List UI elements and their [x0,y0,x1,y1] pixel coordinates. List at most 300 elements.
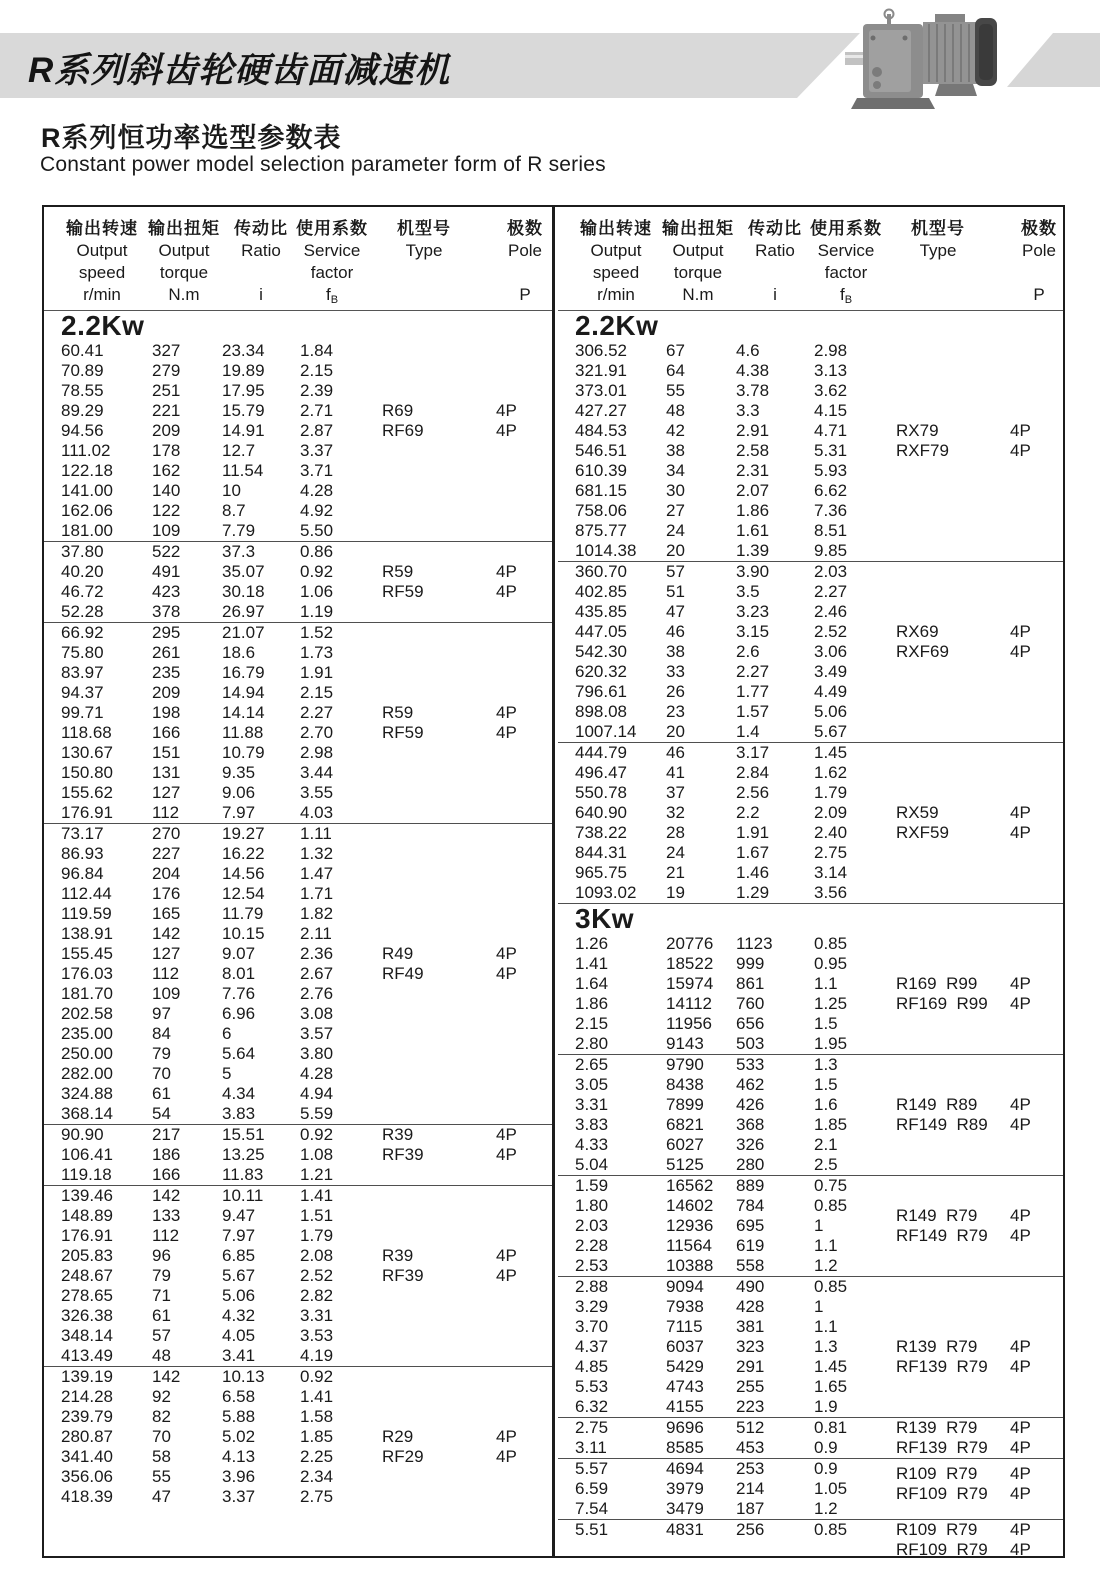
table-header [558,207,1063,311]
cell-ratio: 3.3 [736,401,760,420]
cell-service-factor: 1.41 [300,1186,334,1205]
cell-ratio: 9.35 [222,763,256,782]
page-title: R系列恒功率选型参数表 [41,123,342,153]
cell-output-torque: 295 [152,623,181,642]
cell-output-torque: 112 [152,964,180,983]
cell-service-factor: 2.75 [814,843,848,862]
data-row [558,1176,1063,1196]
cell-output-torque: 7899 [666,1095,704,1114]
cell-output-speed: 202.58 [61,1004,113,1023]
parameter-group [558,903,1063,1054]
type-name: RF29 [382,1447,424,1466]
cell-output-torque: 70 [152,1064,171,1083]
column-header-en: speed [78,263,126,282]
data-row [44,1104,552,1124]
cell-service-factor: 1.21 [300,1165,334,1184]
cell-output-speed: 150.80 [61,763,113,782]
cell-output-torque: 70 [152,1427,171,1446]
cell-service-factor: 2.15 [300,683,334,702]
cell-service-factor: 2.98 [814,341,848,360]
cell-output-torque: 166 [152,1165,181,1184]
cell-service-factor: 4.15 [814,401,848,420]
type-name: RF39 [382,1145,424,1164]
type-name: R49 [382,944,414,963]
cell-output-speed: 119.59 [61,904,112,923]
cell-output-speed: 324.88 [61,1084,113,1103]
cell-output-speed: 139.19 [61,1367,113,1386]
column-header-en: speed [592,263,640,282]
cell-output-torque: 18522 [666,954,714,973]
cell-ratio: 14.91 [222,421,265,440]
type-name: RF149 R79 [896,1226,988,1245]
cell-service-factor: 5.93 [814,461,848,480]
cell-output-speed: 148.89 [61,1206,113,1225]
cell-service-factor: 0.9 [814,1459,838,1478]
cell-service-factor: 3.06 [814,642,848,661]
data-row [558,883,1063,903]
cell-ratio: 255 [736,1377,765,1396]
type-pole-block [892,421,1059,461]
cell-output-speed: 96.84 [61,864,104,883]
data-row [44,341,552,361]
cell-output-speed: 280.87 [61,1427,113,1446]
cell-service-factor: 7.36 [814,501,848,520]
cell-ratio: 9.47 [222,1206,256,1225]
type-pole-line [378,1427,548,1447]
cell-output-speed: 418.39 [61,1487,113,1506]
pole-value: 4P [1010,1357,1031,1376]
column-header-en: Output [76,241,128,260]
data-row [44,743,552,763]
cell-service-factor: 4.19 [300,1346,334,1365]
cell-output-torque: 23 [666,702,685,721]
pole-value: 4P [496,582,517,601]
type-pole-block [892,622,1059,662]
data-row [558,934,1063,954]
cell-service-factor: 1.85 [814,1115,848,1134]
cell-output-torque: 127 [152,944,181,963]
cell-service-factor: 1.25 [814,994,848,1013]
cell-service-factor: 2.46 [814,602,848,621]
cell-output-torque: 9094 [666,1277,704,1296]
cell-output-torque: 20776 [666,934,714,953]
cell-ratio: 2.2 [736,803,760,822]
cell-service-factor: 0.75 [814,1176,848,1195]
cell-output-speed: 640.90 [575,803,627,822]
cell-output-speed: 130.67 [61,743,113,762]
cell-service-factor: 0.85 [814,1277,848,1296]
cell-ratio: 4.13 [222,1447,256,1466]
cell-output-speed: 965.75 [575,863,627,882]
column-header-en: torque [673,263,723,282]
cell-output-speed: 620.32 [575,662,627,681]
cell-output-speed: 341.40 [61,1447,113,1466]
cell-ratio: 428 [736,1297,765,1316]
cell-service-factor: 2.52 [814,622,848,641]
cell-ratio: 4.6 [736,341,760,360]
cell-output-torque: 26 [666,682,685,701]
type-name: RF169 R99 [896,994,988,1013]
cell-ratio: 326 [736,1135,765,1154]
cell-output-torque: 327 [152,341,181,360]
parameter-group [44,622,552,823]
cell-ratio: 1.57 [736,702,770,721]
cell-output-speed: 119.18 [61,1165,112,1184]
cell-output-torque: 61 [152,1084,171,1103]
pole-value: 4P [496,1266,517,1285]
cell-ratio: 3.78 [736,381,770,400]
cell-output-torque: 82 [152,1407,171,1426]
data-row [558,682,1063,702]
cell-output-torque: 14112 [666,994,713,1013]
data-row [558,1055,1063,1075]
cell-output-torque: 140 [152,481,181,500]
cell-output-torque: 162 [152,461,181,480]
column-header-cn: 输出转速 [580,219,652,238]
type-name: RF139 R79 [896,1357,988,1376]
column-header-unit: P [1033,285,1045,304]
parameter-group [44,1185,552,1366]
cell-output-speed: 176.91 [61,1226,113,1245]
cell-ratio: 14.94 [222,683,265,702]
cell-output-torque: 46 [666,743,685,762]
power-section-label: 2.2Kw [575,310,659,341]
cell-output-torque: 279 [152,361,181,380]
cell-ratio: 14.56 [222,864,265,883]
cell-output-torque: 54 [152,1104,171,1123]
type-pole-line [378,1266,548,1286]
cell-ratio: 4.38 [736,361,770,380]
cell-output-speed: 546.51 [575,441,627,460]
cell-output-torque: 67 [666,341,685,360]
cell-service-factor: 0.85 [814,1520,848,1539]
cell-output-speed: 2.15 [575,1014,609,1033]
data-row [44,623,552,643]
cell-output-speed: 4.85 [575,1357,609,1376]
pole-value: 4P [496,1145,517,1164]
column-header-en [490,262,555,284]
cell-output-torque: 198 [152,703,181,722]
pole-value: 4P [496,1447,517,1466]
type-name: R109 R79 [896,1464,978,1483]
type-pole-block [378,562,548,602]
data-row [44,1064,552,1084]
cell-service-factor: 1.41 [300,1387,334,1406]
cell-ratio: 13.25 [222,1145,265,1164]
cell-output-speed: 435.85 [575,602,627,621]
column-header-unit: r/min [83,285,121,304]
type-name: RF149 R89 [896,1115,988,1134]
cell-service-factor: 3.56 [814,883,848,902]
cell-output-speed: 83.97 [61,663,104,682]
cell-ratio: 5.64 [222,1044,256,1063]
cell-ratio: 2.91 [736,421,770,440]
cell-output-speed: 1014.38 [575,541,637,560]
pole-value: 4P [1010,1115,1031,1134]
cell-output-torque: 209 [152,683,181,702]
cell-output-speed: 3.29 [575,1297,609,1316]
pole-value: 4P [1010,1418,1031,1437]
cell-output-speed: 4.33 [575,1135,609,1154]
data-row [558,541,1063,561]
cell-ratio: 12.7 [222,441,256,460]
data-row [558,461,1063,481]
pole-value: 4P [1010,1520,1031,1539]
data-row [44,1165,552,1185]
column-header-cn: 极数 [1021,219,1057,238]
data-row [558,863,1063,883]
power-section-label: 3Kw [575,903,635,934]
cell-output-speed: 1.26 [575,934,609,953]
data-row [44,1326,552,1346]
pole-value: 4P [496,1125,517,1144]
data-row [558,763,1063,783]
cell-ratio: 2.6 [736,642,760,661]
cell-output-torque: 42 [666,421,685,440]
cell-ratio: 16.79 [222,663,265,682]
cell-ratio: 37.3 [222,542,256,561]
cell-ratio: 1123 [736,934,773,953]
data-row [558,582,1063,602]
cell-output-torque: 221 [152,401,181,420]
type-pole-block [378,1246,548,1286]
cell-output-speed: 70.89 [61,361,104,380]
cell-ratio: 1.61 [736,521,770,540]
data-row [44,1084,552,1104]
cell-output-speed: 484.53 [575,421,627,440]
cell-ratio: 533 [736,1055,765,1074]
data-row [558,341,1063,361]
cell-output-speed: 239.79 [61,1407,113,1426]
data-row [44,663,552,683]
type-pole-block [892,1520,1059,1556]
data-row [44,1286,552,1306]
cell-output-torque: 38 [666,441,685,460]
type-name: RX69 [896,622,939,641]
cell-ratio: 15.79 [222,401,265,420]
type-pole-line [892,1206,1059,1226]
cell-output-speed: 1.80 [575,1196,609,1215]
cell-output-speed: 326.38 [61,1306,113,1325]
cell-output-torque: 251 [152,381,181,400]
cell-output-torque: 3479 [666,1499,704,1518]
column-header-en: Service [303,241,361,260]
pole-value: 4P [1010,823,1031,842]
column-header-en [228,262,294,284]
cell-output-torque: 204 [152,864,181,883]
pole-value: 4P [496,703,517,722]
column-header-en: Ratio [755,241,795,260]
cell-output-speed: 111.02 [61,441,111,460]
cell-output-speed: 402.85 [575,582,627,601]
data-row [44,441,552,461]
cell-ratio: 619 [736,1236,765,1255]
data-row [558,702,1063,722]
cell-service-factor: 4.94 [300,1084,334,1103]
cell-ratio: 999 [736,954,765,973]
column-header-cn: 机型号 [911,219,965,238]
cell-output-speed: 738.22 [575,823,627,842]
cell-ratio: 656 [736,1014,765,1033]
cell-service-factor: 4.03 [300,803,334,822]
cell-output-torque: 112 [152,1226,180,1245]
cell-ratio: 5 [222,1064,232,1083]
cell-output-speed: 348.14 [61,1326,113,1345]
cell-output-speed: 176.03 [61,964,113,983]
type-name: RF109 R79 [896,1484,988,1503]
cell-ratio: 11.83 [222,1165,264,1184]
cell-service-factor: 1.84 [300,341,334,360]
cell-service-factor: 1.06 [300,582,334,601]
cell-service-factor: 2.27 [300,703,334,722]
data-row [558,562,1063,582]
cell-output-torque: 6821 [666,1115,704,1134]
data-row [44,803,552,823]
data-row [44,864,552,884]
cell-output-speed: 4.37 [575,1337,609,1356]
cell-ratio: 381 [736,1317,765,1336]
cell-service-factor: 2.11 [300,924,332,943]
cell-service-factor: 1.32 [300,844,334,863]
cell-output-torque: 46 [666,622,685,641]
cell-output-torque: 28 [666,823,685,842]
cell-output-torque: 9143 [666,1034,704,1053]
cell-output-torque: 261 [152,643,181,662]
cell-service-factor: 1.47 [300,864,334,883]
cell-service-factor: 1.2 [814,1256,838,1275]
cell-output-speed: 356.06 [61,1467,113,1486]
column-header-output-speed [566,218,666,306]
cell-service-factor: 1.1 [814,1236,838,1255]
data-row [44,361,552,381]
cell-ratio: 9.06 [222,783,256,802]
type-name: R69 [382,401,414,420]
cell-service-factor: 3.55 [300,783,334,802]
cell-service-factor: 1.95 [814,1034,848,1053]
cell-output-speed: 282.00 [61,1064,113,1083]
column-header-cn: 输出扭矩 [148,219,220,238]
parameter-group [44,1124,552,1185]
cell-output-speed: 2.03 [575,1216,609,1235]
cell-ratio: 7.79 [222,521,256,540]
type-pole-line [892,974,1059,994]
cell-service-factor: 1.1 [814,974,838,993]
cell-output-torque: 48 [152,1346,171,1365]
cell-output-torque: 15974 [666,974,714,993]
cell-output-torque: 142 [152,924,181,943]
cell-service-factor: 1.45 [814,743,848,762]
cell-service-factor: 3.57 [300,1024,334,1043]
cell-output-speed: 2.28 [575,1236,609,1255]
parameter-group [558,1054,1063,1175]
data-row [44,1407,552,1427]
cell-service-factor: 1.45 [814,1357,848,1376]
column-header-en: Output [590,241,642,260]
cell-service-factor: 1.71 [300,884,334,903]
pole-value: 4P [1010,803,1031,822]
type-name: RX59 [896,803,939,822]
cell-service-factor: 3.53 [300,1326,334,1345]
cell-ratio: 17.95 [222,381,265,400]
type-name: R39 [382,1125,414,1144]
cell-ratio: 2.58 [736,441,770,460]
page-subtitle: Constant power model selection parameter form of R series [40,153,606,176]
data-row [44,1387,552,1407]
cell-ratio: 11.88 [222,723,264,742]
column-header-unit: i [259,285,263,304]
cell-service-factor: 1.79 [814,783,848,802]
data-row [558,521,1063,541]
cell-output-speed: 844.31 [575,843,627,862]
cell-service-factor: 2.36 [300,944,334,963]
cell-output-speed: 60.41 [61,341,104,360]
cell-output-torque: 11956 [666,1014,713,1033]
cell-output-speed: 2.65 [575,1055,609,1074]
cell-output-speed: 321.91 [575,361,627,380]
parameter-group [44,311,552,541]
type-name: R109 R79 [896,1520,978,1539]
table-left-half [44,207,555,1556]
cell-output-torque: 57 [666,562,685,581]
cell-output-torque: 5429 [666,1357,704,1376]
pole-value: 4P [1010,1095,1031,1114]
type-pole-block [892,1418,1059,1458]
cell-output-torque: 186 [152,1145,181,1164]
cell-ratio: 1.46 [736,863,770,882]
type-pole-line [892,421,1059,441]
column-header-en: Type [919,241,957,260]
cell-output-torque: 4694 [666,1459,704,1478]
cell-service-factor: 1.52 [300,623,334,642]
cell-output-torque: 51 [666,582,685,601]
cell-service-factor: 2.27 [814,582,848,601]
column-header-cn: 使用系数 [296,219,368,238]
cell-output-torque: 79 [152,1266,171,1285]
type-name: RF39 [382,1266,424,1285]
column-header-output-torque [140,218,228,306]
cell-service-factor: 1.6 [814,1095,838,1114]
cell-output-torque: 20 [666,541,685,560]
cell-output-speed: 1.41 [575,954,609,973]
cell-output-torque: 71 [152,1286,171,1305]
type-name: R39 [382,1246,414,1265]
cell-ratio: 512 [736,1418,765,1437]
cell-output-torque: 38 [666,642,685,661]
cell-service-factor: 1.2 [814,1499,838,1518]
cell-ratio: 253 [736,1459,765,1478]
data-row [44,1487,552,1507]
cell-output-speed: 6.32 [575,1397,609,1416]
column-header-en [362,262,486,284]
cell-output-speed: 94.37 [61,683,104,702]
type-name: R149 R79 [896,1206,978,1225]
column-header-en: factor [310,263,354,282]
cell-output-torque: 8438 [666,1075,704,1094]
column-header-en: torque [159,263,209,282]
type-pole-line [892,622,1059,642]
pole-value: 4P [1010,974,1031,993]
cell-ratio: 5.02 [222,1427,256,1446]
column-header-cn: 使用系数 [810,219,882,238]
data-row [44,1044,552,1064]
cell-ratio: 6.58 [222,1387,256,1406]
cell-service-factor: 0.95 [814,954,848,973]
cell-ratio: 7.97 [222,1226,256,1245]
cell-output-torque: 235 [152,663,181,682]
type-pole-line [378,964,548,984]
type-pole-line [892,441,1059,461]
data-row [44,984,552,1004]
